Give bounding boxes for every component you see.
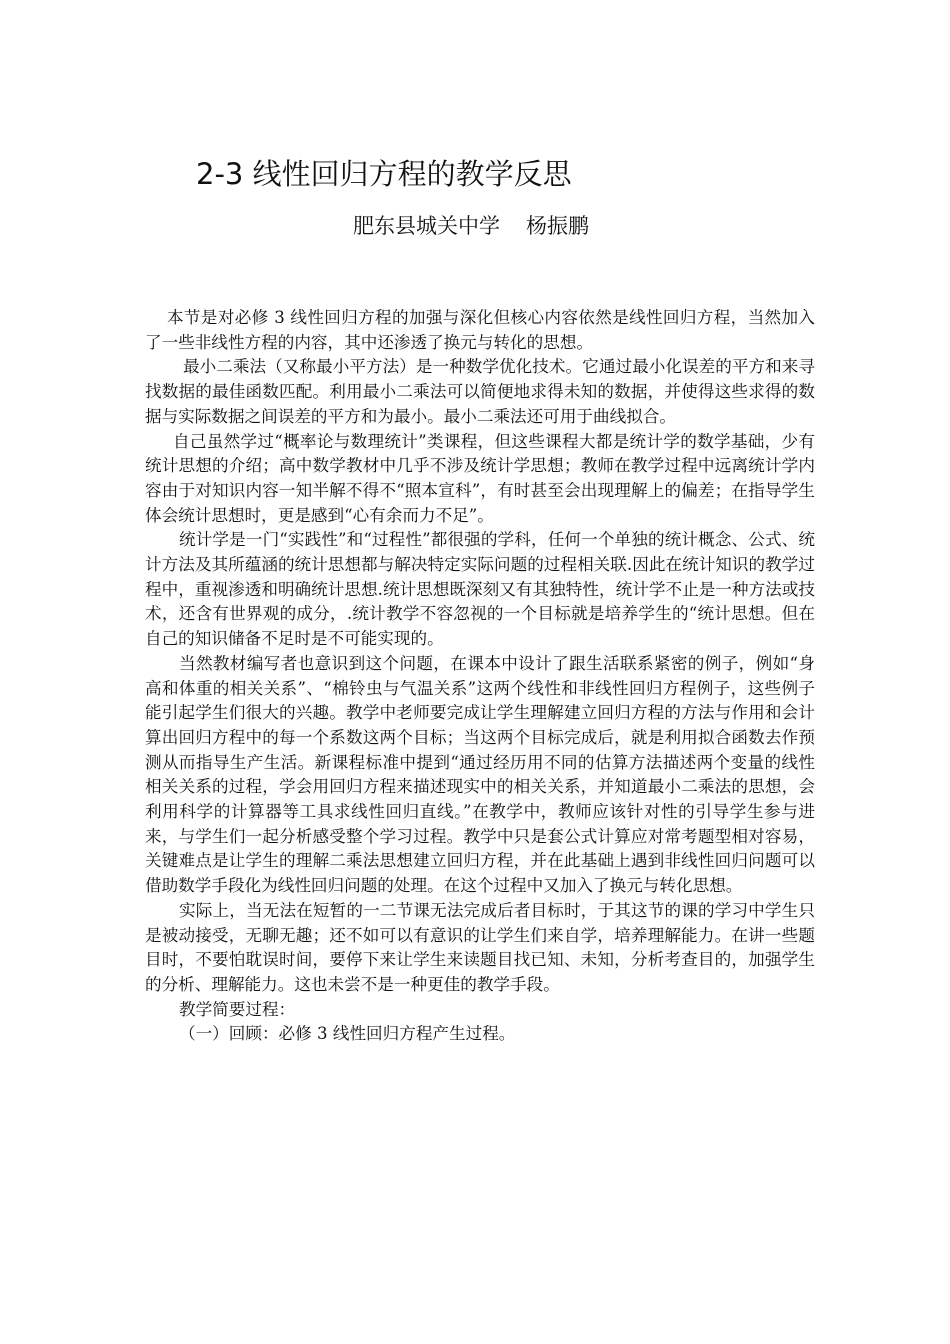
document-body <box>145 306 815 1047</box>
author-line <box>353 210 589 242</box>
author-name: 杨振鹏 <box>526 214 589 238</box>
paragraph: 统计学是一门“实践性”和“过程性”都很强的学科，任何一个单独的统计概念、公式、统计方法及其所蕴涵的统计思想都与解决特定实际问题的过程相关联.因此在统计知识的教学过程中，重视渗透和明确统计思想.统计思想既深刻又有其独特性，统计学不止是一种方法或技术，还含有世界观的成分，.统计教学不容忽视的一个目标就是培养学生的“统计思想。但在自己的知识储备不足时是不可能实现的。 <box>145 530 815 649</box>
paragraph: 当然教材编写者也意识到这个问题，在课本中设计了跟生活联系紧密的例子，例如“身高和体重的相关关系”、“棉铃虫与气温关系”这两个线性和非线性回归方程例子，这些例子能引起学生们很大的兴趣。教学中老师要完成让学生理解建立回归方程的方法与作用和会计算出回归方程中的每一个系数这两个目标；当这两个目标完成后，就是利用拟合函数去作预测从而指导生产生活。新课程标准中提到“通过经历用不同的估算方法描述两个变量的线性相关关系的过程，学会用回归方程来描述现实中的相关关系，并知道最小二乘法的思想，会利用科学的计算器等工具求线性回归直线。”在教学中，教师应该针对性的引导学生参与进来，与学生们一起分析感受整个学习过程。教学中只是套公式计算应对常考题型相对容易，关键难点是让学生的理解二乘法思想建立回归方程，并在此基础上遇到非线性回归问题可以借助数学手段化为线性回归问题的处理。在这个过程中又加入了换元与转化思想。 <box>145 653 815 896</box>
author-school: 肥东县城关中学 <box>353 214 500 238</box>
paragraph: 自己虽然学过“概率论与数理统计”类课程，但这些课程大都是统计学的数学基础，少有统计思想的介绍；高中数学教材中几乎不涉及统计学思想；教师在教学过程中远离统计学内容由于对知识内容一知半解不得不“照本宣科”，有时甚至会出现理解上的偏差；在指导学生体会统计思想时，更是感到“心有余而力不足”。 <box>145 431 815 525</box>
paragraph: 本节是对必修 3 线性回归方程的加强与深化但核心内容依然是线性回归方程，当然加入了一些非线性方程的内容，其中还渗透了换元与转化的思想。 <box>145 308 815 352</box>
paragraph: （一）回顾：必修 3 线性回归方程产生过程。 <box>179 1024 516 1044</box>
paragraph: 教学简要过程： <box>179 999 296 1019</box>
paragraph: 最小二乘法（又称最小平方法）是一种数学优化技术。它通过最小化误差的平方和来寻找数据的最佳函数匹配。利用最小二乘法可以简便地求得未知的数据，并使得这些求得的数据与实际数据之间误差的平方和为最小。最小二乘法还可用于曲线拟合。 <box>145 357 815 426</box>
document-title: 2-3 线性回归方程的教学反思 <box>196 157 572 191</box>
paragraph: 实际上，当无法在短暂的一二节课无法完成后者目标时，于其这节的课的学习中学生只是被动接受，无聊无趣；还不如可以有意识的让学生们来自学，培养理解能力。在讲一些题目时，不要怕耽误时间，要停下来让学生来读题目找已知、未知，分析考查目的，加强学生的分析、理解能力。这也未尝不是一种更佳的教学手段。 <box>145 900 815 994</box>
